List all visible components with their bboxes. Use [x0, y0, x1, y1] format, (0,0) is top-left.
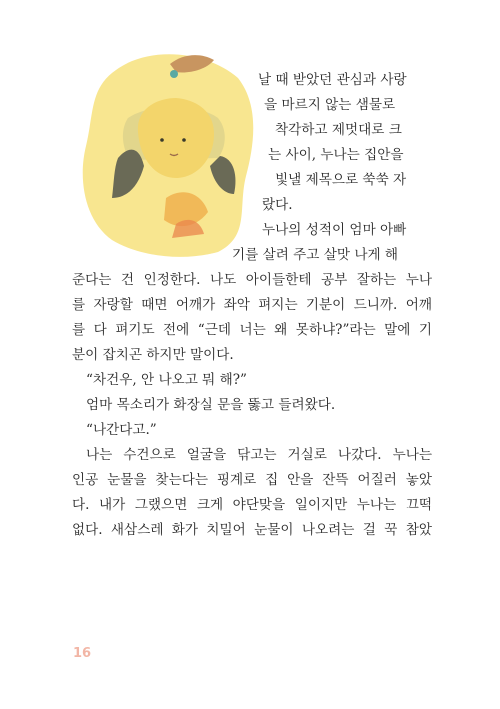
text-line: 를 자랑할 때면 어깨가 좌악 펴지는 기분이 드니까. 어깨	[72, 297, 432, 313]
body-text	[72, 268, 432, 543]
text-line: 는 사이, 누나는 집안을	[268, 147, 404, 163]
text-line: 를 다 펴기도 전에 “근데 너는 왜 못하냐?”라는 말에 기	[72, 322, 432, 338]
text-line: 엄마 목소리가 화장실 문을 뚫고 들려왔다.	[86, 397, 336, 413]
girl-illustration	[78, 48, 258, 258]
text-line: 빛낼 제목으로 쑥쑥 자	[275, 172, 407, 188]
text-line: 나는 수건으로 얼굴을 닦고는 거실로 나갔다. 누나는	[86, 447, 432, 463]
text-line: 누나의 성적이 엄마 아빠	[262, 222, 407, 238]
text-line: 분이 잡치곤 하지만 말이다.	[72, 347, 234, 363]
text-line: 날 때 받았던 관심과 사랑	[258, 72, 407, 88]
dialogue-line: “나간다고.”	[86, 422, 157, 438]
text-line: 랐다.	[262, 197, 293, 213]
dialogue-line: “차건우, 안 나오고 뭐 해?”	[86, 372, 247, 388]
text-line: 인공 눈물을 찾는다는 핑계로 집 안을 잔뜩 어질러 놓았	[72, 472, 432, 488]
page-number: 16	[73, 646, 92, 661]
text-line: 없다. 새삼스레 화가 치밀어 눈물이 나오려는 걸 꾹 참았	[72, 522, 432, 538]
text-line: 준다는 건 인정한다. 나도 아이들한테 공부 잘하는 누나	[72, 272, 432, 288]
text-line: 을 마르지 않는 샘물로	[264, 97, 396, 113]
text-line: 다. 내가 그랬으면 크게 야단맞을 일이지만 누나는 끄떡	[72, 497, 432, 513]
text-line: 착각하고 제멋대로 크	[275, 122, 402, 138]
text-line: 기를 살려 주고 살맛 나게 해	[232, 247, 399, 263]
